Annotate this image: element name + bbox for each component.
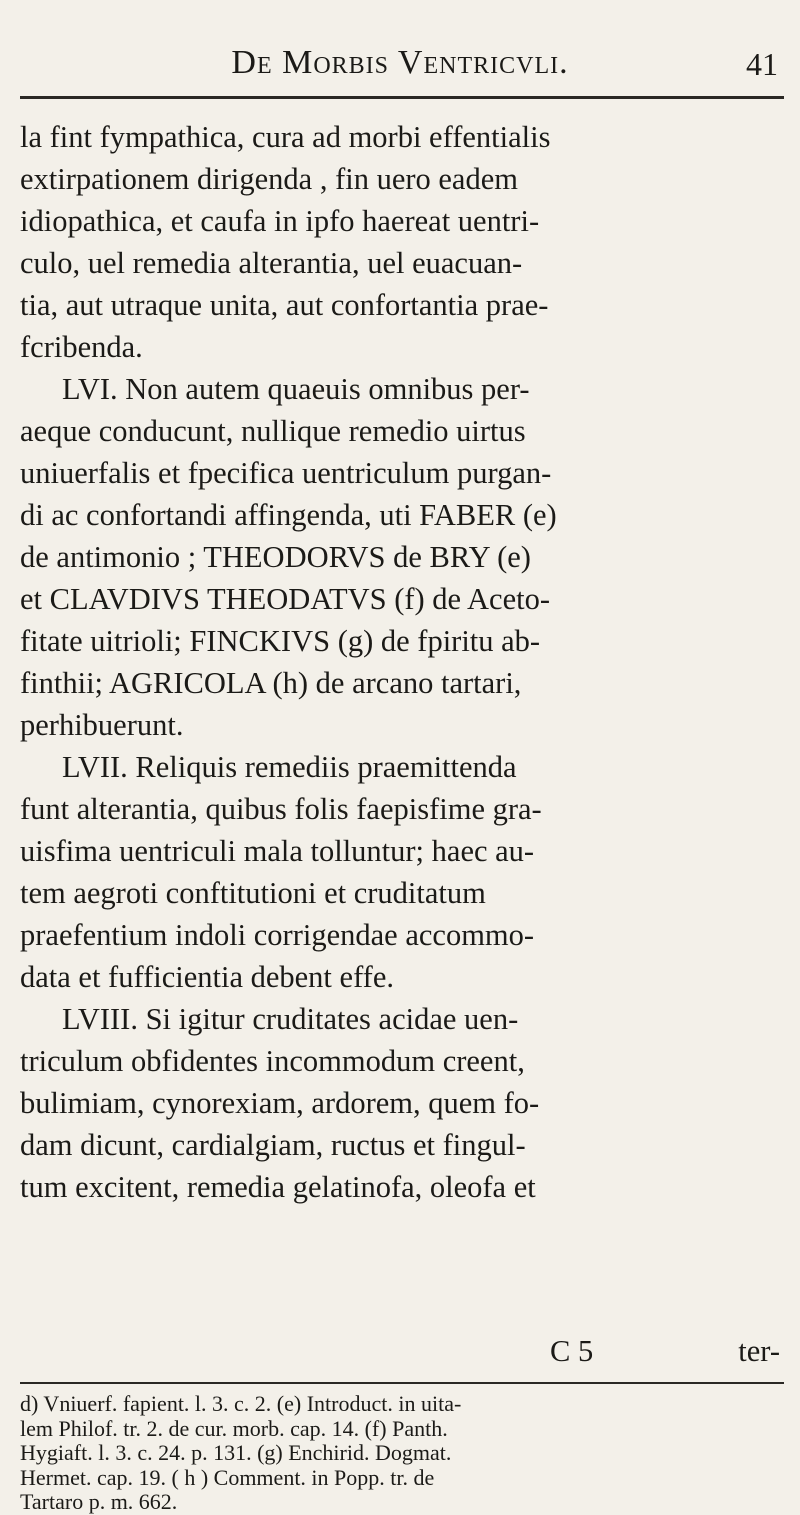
text-line: culo, uel remedia alterantia, uel euacuan- <box>20 246 523 280</box>
footnote-line: d) Vniuerf. fapient. l. 3. c. 2. (e) Introduct. in uita- <box>20 1392 462 1416</box>
text-line: uniuerfalis et fpecifica uentriculum purgan- <box>20 456 552 490</box>
footnote-line: Tartaro p. m. 662. <box>20 1490 178 1514</box>
text-line: bulimiam, cynorexiam, ardorem, quem fo- <box>20 1086 540 1120</box>
text-line: praefentium indoli corrigendae accommo- <box>20 918 535 952</box>
signature-line <box>20 1334 786 1376</box>
text-line: funt alterantia, quibus folis faepisfime gra- <box>20 792 542 826</box>
text-line: idiopathica, et caufa in ipfo haereat uentri- <box>20 204 540 238</box>
text-line: data et fufficientia debent effe. <box>20 960 394 994</box>
text-line: de antimonio ; THEODORVS de BRY (e) <box>20 540 531 574</box>
text-line: dam dicunt, cardialgiam, ructus et fingul- <box>20 1128 526 1162</box>
text-line: extirpationem dirigenda , fin uero eadem <box>20 162 518 196</box>
text-line: di ac confortandi affingenda, uti FABER (e) <box>20 498 557 532</box>
running-head <box>0 44 800 100</box>
footnote-rule <box>20 1382 784 1384</box>
text-line: perhibuerunt. <box>20 708 184 742</box>
text-line: uisfima uentriculi mala tolluntur; haec au- <box>20 834 535 868</box>
paragraph-start-lvii: LVII. Reliquis remediis praemittenda <box>62 750 517 784</box>
text-line: la fint fympathica, cura ad morbi effentialis <box>20 120 551 154</box>
text-line: tem aegroti conftitutioni et cruditatum <box>20 876 486 910</box>
text-line: aeque conducunt, nullique remedio uirtus <box>20 414 526 448</box>
paragraph-start-lvi: LVI. Non autem quaeuis omnibus per- <box>62 372 530 406</box>
signature-mark: C 5 <box>550 1334 594 1368</box>
text-line: tum excitent, remedia gelatinofa, oleofa et <box>20 1170 536 1204</box>
footnote-line: Hermet. cap. 19. ( h ) Comment. in Popp. tr. de <box>20 1465 435 1490</box>
text-line: et CLAVDIVS THEODATVS (f) de Aceto- <box>20 582 551 616</box>
catchword: ter- <box>738 1334 780 1368</box>
text-line: finthii; AGRICOLA (h) de arcano tartari, <box>20 666 522 700</box>
footnote-line: lem Philof. tr. 2. de cur. morb. cap. 14. (f) Panth. <box>20 1416 448 1441</box>
footnotes <box>20 1392 786 1515</box>
footnote-line: Hygiaft. l. 3. c. 24. p. 131. (g) Enchirid. Dogmat. <box>20 1441 452 1465</box>
header-rule <box>20 96 784 99</box>
body-text <box>20 116 786 1208</box>
text-line: fcribenda. <box>20 330 143 364</box>
text-line: tia, aut utraque unita, aut confortantia prae- <box>20 288 549 322</box>
text-line: fitate uitrioli; FINCKIVS (g) de fpiritu ab- <box>20 624 541 658</box>
text-line: triculum obfidentes incommodum creent, <box>20 1044 525 1078</box>
running-head-title: De Morbis Ventricvli. <box>231 44 569 81</box>
page-number: 41 <box>746 46 778 82</box>
paragraph-start-lviii: LVIII. Si igitur cruditates acidae uen- <box>62 1002 519 1036</box>
